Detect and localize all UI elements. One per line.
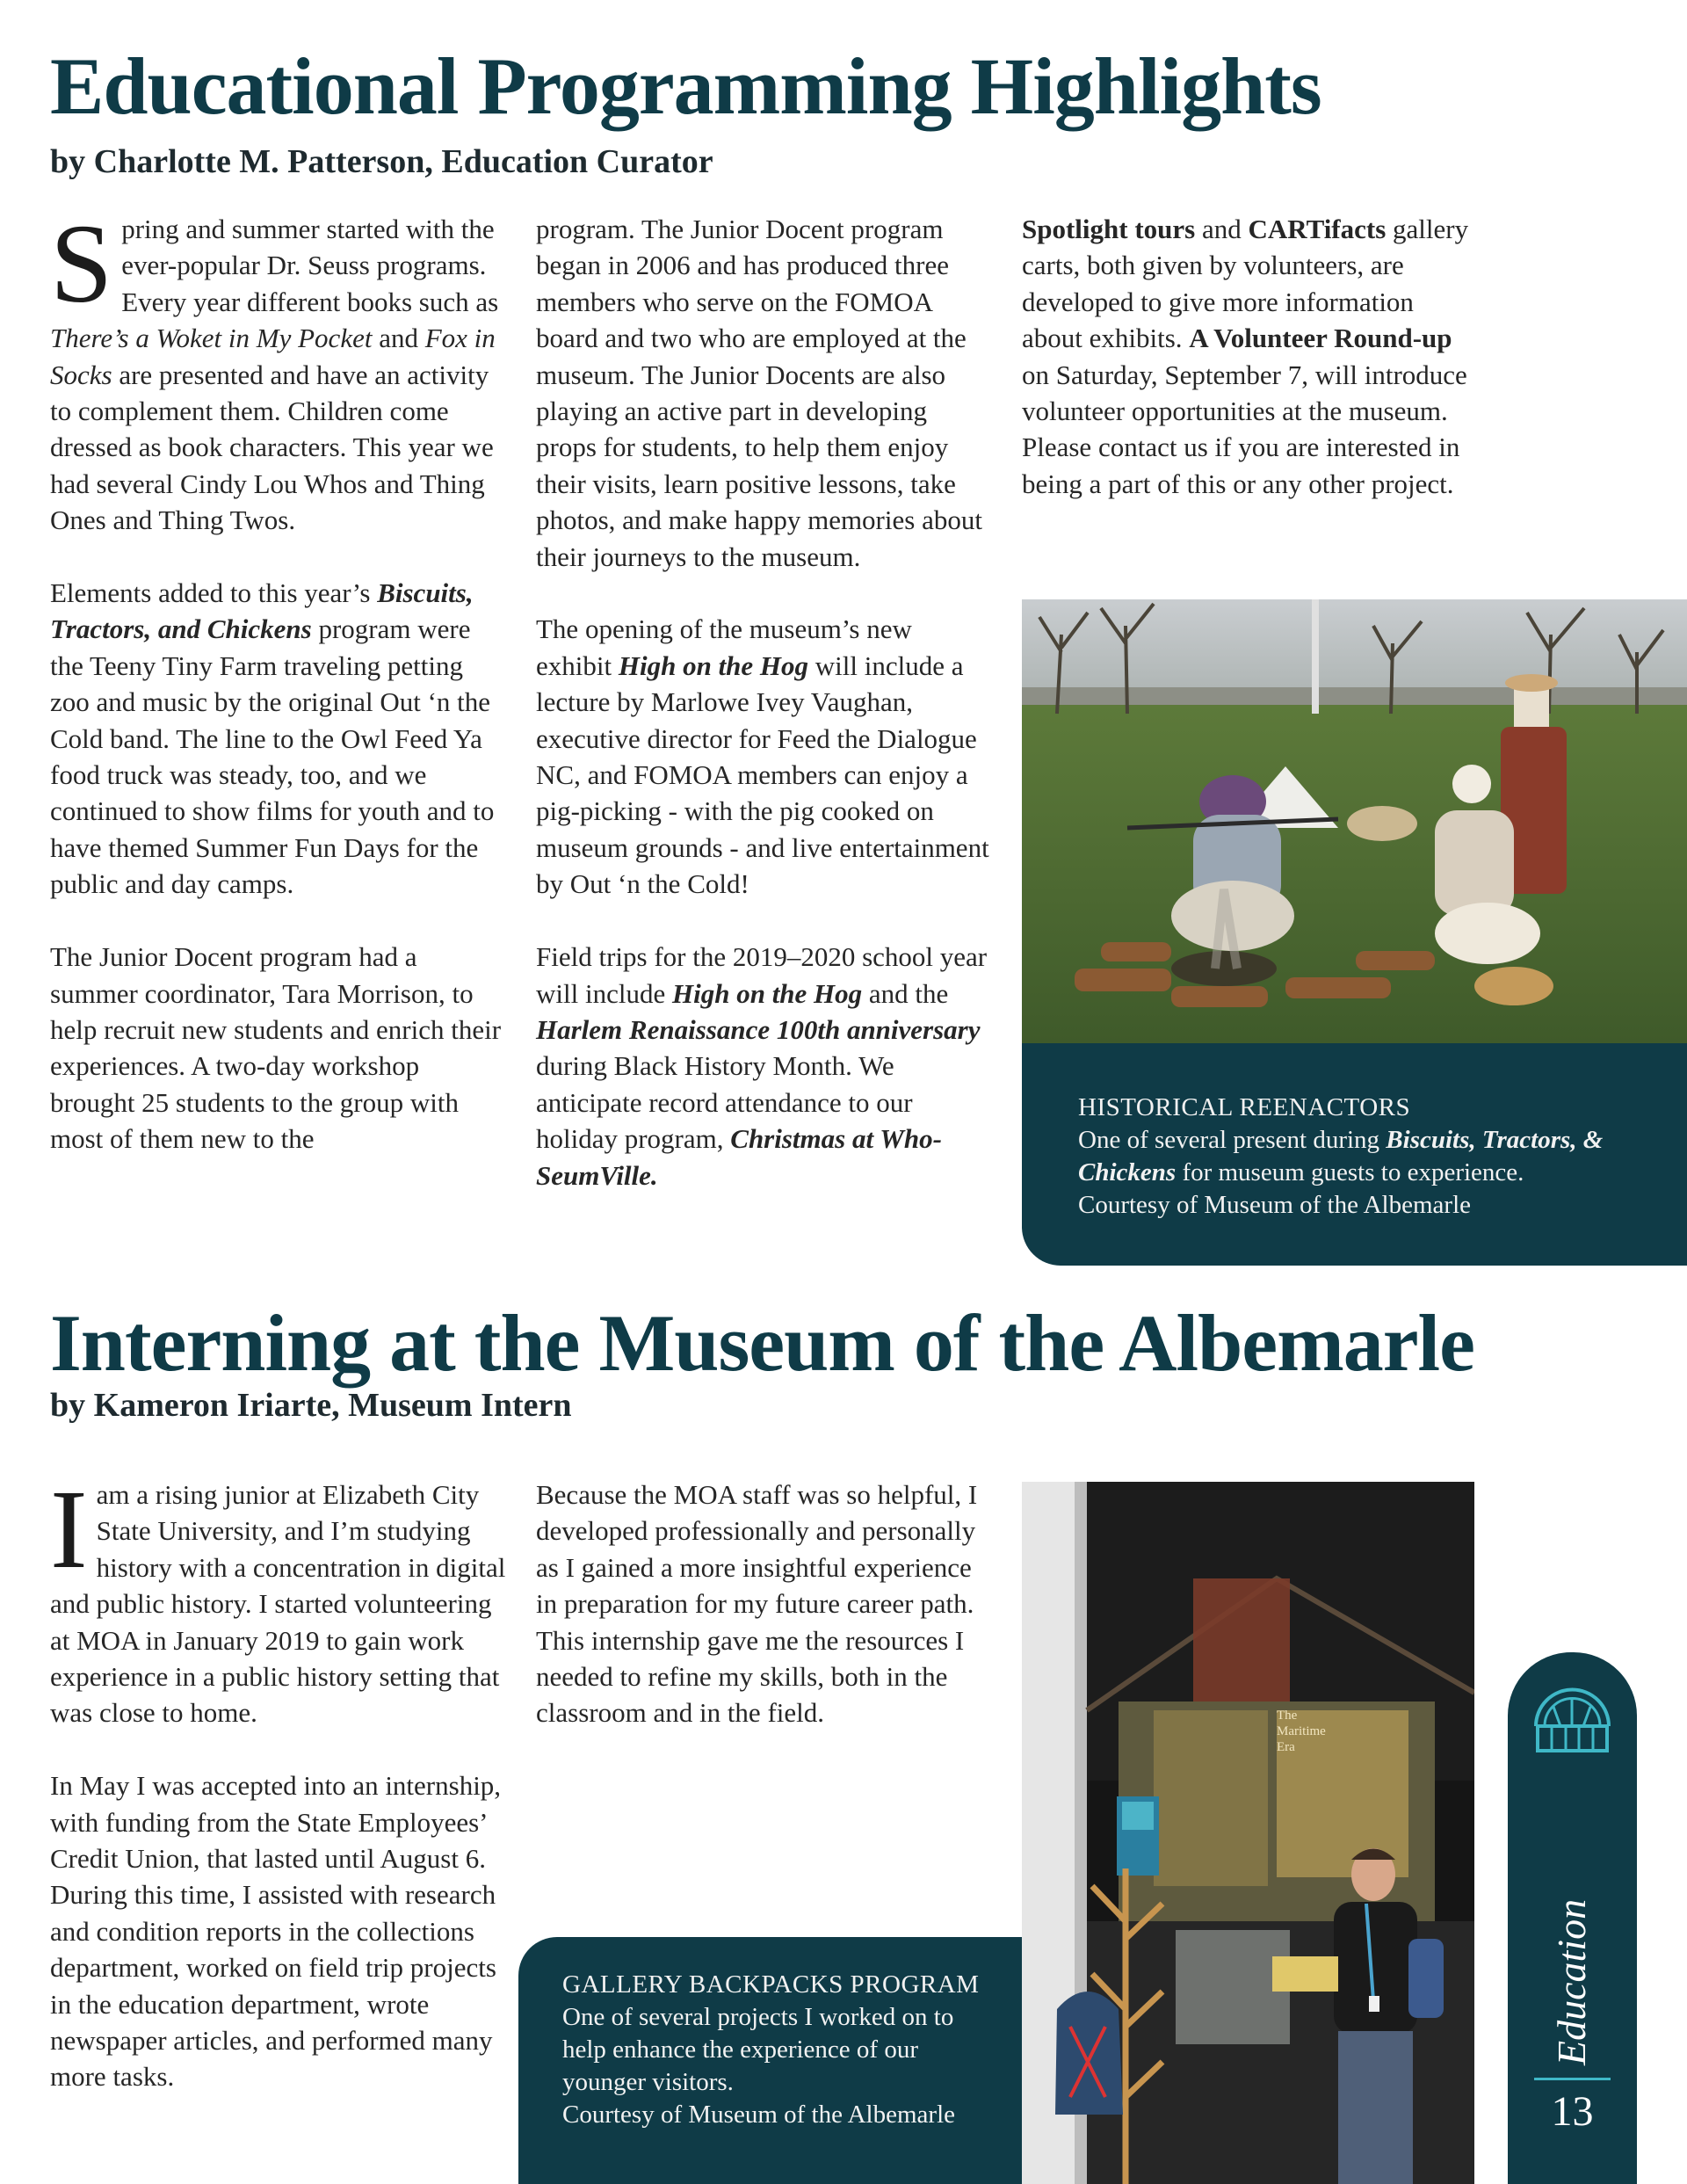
highlight-term: A Volunteer Round-up: [1189, 323, 1452, 354]
dropcap: I: [50, 1467, 88, 1592]
caption-title: HISTORICAL REENACTORS: [1078, 1093, 1411, 1121]
body-text: The opening of the museum’s new exhibit: [536, 613, 912, 681]
section-tab: [1508, 1652, 1637, 2184]
reenactors-caption: [1022, 1043, 1687, 1266]
body-text: Because the MOA staff was so helpful, I developed professionally and personally as I gained a more insightful experience in preparation for my future career path. This internship gave me the resources I needed to refine my skills, both in the classroom and in the field.: [536, 1479, 978, 1729]
caption-text: for museum guests to experience.: [1176, 1158, 1524, 1186]
museum-logo-icon: [1531, 1673, 1614, 1757]
exhibit-title: High on the Hog: [671, 977, 863, 1009]
caption-credit: Courtesy of Museum of the Albemarle: [1078, 1191, 1471, 1219]
book-title: Fox in Socks: [50, 323, 496, 390]
body-text: In May I was accepted into an internship, with funding from the State Employees’ Credit Union, that lasted until August 6. During this time, I assisted with research and condition reports in the collections department, worked on field trip projects in the education department, wrote newspaper articles, and performed many more tasks.: [50, 1770, 502, 2093]
article1-title: Educational Programming Highlights: [50, 41, 1321, 131]
article2-byline: by Kameron Iriarte, Museum Intern: [50, 1387, 572, 1424]
tab-divider: [1534, 2078, 1611, 2080]
sign-line-1: The: [1277, 1709, 1298, 1723]
caption-body: One of several projects I worked on to help enhance the experience of our younger visitors.: [562, 2003, 954, 2096]
body-text: during Black History Month. We anticipate record attendance to our holiday program,: [536, 1050, 913, 1155]
body-text: gallery carts, both given by volunteers, are developed to give more information about exhibits.: [1022, 214, 1469, 354]
body-text: am a rising junior at Elizabeth City State University, and I’m studying history with a concentration in digital and public history. I started volunteering at MOA in January 2019 to gain work experience in a public history setting that was close to home.: [50, 1479, 506, 1729]
sign-line-3: Era: [1277, 1740, 1295, 1754]
highlight-term: Spotlight tours: [1022, 214, 1196, 244]
article2-column-2: [536, 1477, 993, 1731]
page-number: 13: [1551, 2088, 1594, 2135]
backpacks-caption: [518, 1937, 1022, 2184]
body-text: program were the Teeny Tiny Farm traveling petting zoo and music by the original Out ‘n the Cold band. The line to the Owl Feed Ya food truck was steady, too, and we continued to show films for youth and to have themed Summer Fun Days for the public and day camps.: [50, 613, 495, 900]
article1-byline: by Charlotte M. Patterson, Education Curator: [50, 143, 713, 180]
program-title: Biscuits, Tractors, & Chickens: [1078, 1126, 1604, 1186]
section-label: Education: [1549, 1898, 1594, 2065]
program-title: Biscuits, Tractors, and Chickens: [50, 577, 474, 645]
body-text: on Saturday, September 7, will introduce volunteer opportunities at the museum. Please contact us if you are interested in being a part of this or any other project.: [1022, 359, 1467, 499]
article1-column-2: [536, 211, 993, 1194]
exhibit-title: Harlem Renaissance 100th anniversary: [536, 1013, 981, 1045]
article1-column-3: [1022, 211, 1479, 502]
book-title: There’s a Woket in My Pocket: [50, 323, 373, 354]
highlight-term: CARTifacts: [1248, 214, 1387, 244]
dropcap: S: [50, 201, 113, 326]
intern-photo: [1022, 1482, 1474, 2184]
sign-line-2: Maritime: [1277, 1724, 1326, 1738]
body-text: Elements added to this year’s: [50, 577, 378, 609]
caption-body: [1078, 1124, 1634, 1189]
exhibit-title: High on the Hog: [618, 649, 809, 681]
body-text: pring and summer started with the ever-popular Dr. Seuss programs. Every year different books such as: [121, 214, 499, 317]
body-text: program. The Junior Docent program began in 2006 and has produced three members who serve on the FOMOA board and two who are employed at the museum. The Junior Docents are also playing an active part in developing props for students, to help them enjoy their visits, learn positive lessons, take photos, and make happy memories about their journeys to the museum.: [536, 214, 982, 572]
body-text: will include a lecture by Marlowe Ivey Vaughan, executive director for Feed the Dialogue NC, and FOMOA members can enjoy a pig-picking - with the pig cooked on museum grounds - and live entertainment by Out ‘n the Cold!: [536, 649, 989, 900]
article2-title: Interning at the Museum of the Albemarle: [50, 1298, 1474, 1388]
article1-column-1: [50, 201, 503, 1157]
body-text: and the: [862, 977, 949, 1009]
body-text: Field trips for the 2019–2020 school year will include: [536, 941, 988, 1009]
program-title: Christmas at Who-SeumVille.: [536, 1123, 942, 1191]
body-text: and: [1195, 214, 1249, 244]
reenactors-photo: [1022, 599, 1687, 1043]
caption-title: GALLERY BACKPACKS PROGRAM: [562, 1970, 980, 1999]
article2-column-1: [50, 1467, 507, 2095]
caption-text: One of several present during: [1078, 1126, 1387, 1154]
body-text: are presented and have an activity to complement them. Children come dressed as book characters. This year we had several Cindy Lou Whos and Thing Ones and Thing Twos.: [50, 359, 494, 536]
body-text: and: [372, 323, 425, 354]
caption-credit: Courtesy of Museum of the Albemarle: [562, 2101, 955, 2129]
body-text: The Junior Docent program had a summer coordinator, Tara Morrison, to help recruit new students and enrich their experiences. A two-day workshop brought 25 students to the group with most of them new to the: [50, 941, 502, 1155]
